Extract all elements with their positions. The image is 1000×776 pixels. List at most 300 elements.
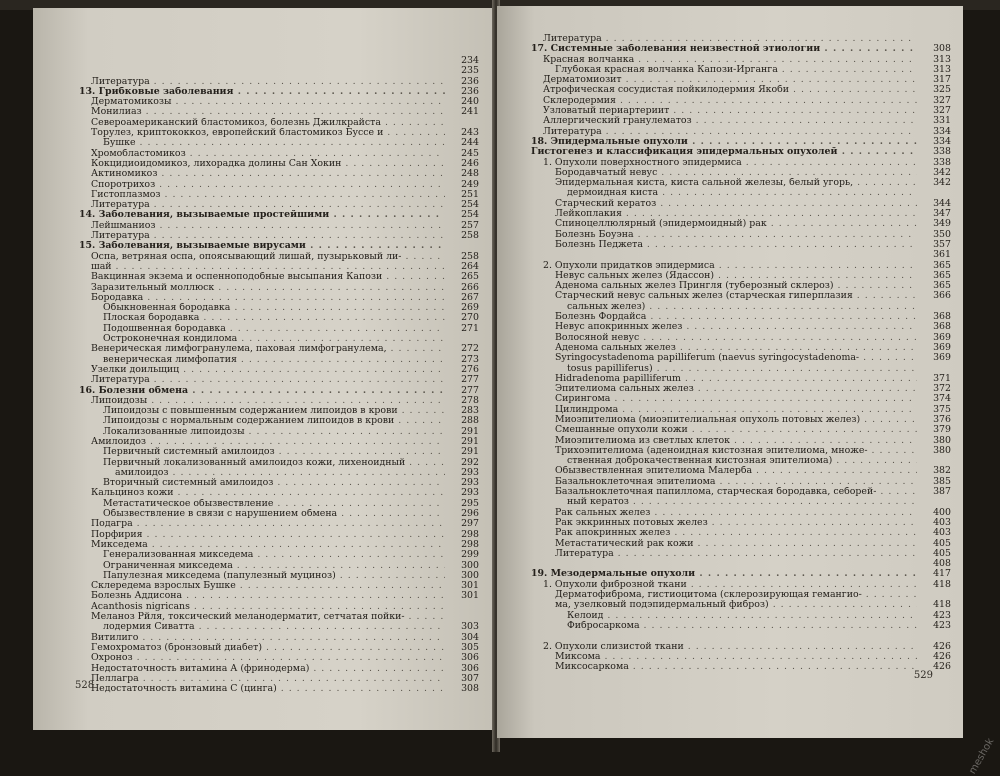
- toc-entry-title: Аденома сальных желез . . .: [555, 343, 917, 353]
- toc-entry: [531, 188, 951, 198]
- toc-entry-title: Узелки доильщиц . . .: [91, 365, 445, 375]
- toc-entry: [531, 106, 951, 116]
- right-page-toc: [531, 34, 951, 672]
- toc-entry-title: Бородавка . . .: [91, 293, 445, 303]
- toc-entry-page: 296: [447, 509, 479, 519]
- toc-entry: [79, 252, 479, 262]
- toc-entry-title: Порфирия . . .: [91, 530, 445, 540]
- toc-entry: [531, 642, 951, 652]
- toc-entry-page: 293: [447, 478, 479, 488]
- toc-entry-title: ственная доброкачественная кистозная эпителиома) . . .: [567, 456, 917, 466]
- toc-entry: [531, 662, 951, 672]
- toc-entry-page: 313: [919, 65, 951, 75]
- toc-entry: [79, 571, 479, 581]
- toc-entry-title: Пеллагра . . .: [91, 674, 445, 684]
- toc-entry-title: Ограниченная микседема . . .: [103, 561, 445, 571]
- toc-entry-title: ный кератоз . . .: [567, 497, 917, 507]
- toc-entry: [531, 291, 951, 301]
- toc-entry-page: 269: [447, 303, 479, 313]
- toc-entry-page: 403: [919, 518, 951, 528]
- toc-entry: [531, 219, 951, 229]
- toc-entry-title: Миксосаркома . . .: [555, 662, 917, 672]
- toc-entry-page: 423: [919, 621, 951, 631]
- toc-entry-title: Гистоплазмоз . . .: [91, 190, 445, 200]
- toc-entry-title: Обызвествленная эпителиома Малерба . . .: [555, 466, 917, 476]
- toc-entry: [79, 684, 479, 694]
- toc-entry-title: Споротрихоз . . .: [91, 180, 445, 190]
- toc-entry-page: 301: [447, 581, 479, 591]
- toc-entry-page: 297: [447, 519, 479, 529]
- toc-entry-page: 258: [447, 252, 479, 262]
- toc-entry-page: 371: [919, 374, 951, 384]
- toc-entry-page: 308: [919, 44, 951, 54]
- toc-entry-title: Трихоэпителиома (аденоидная кистозная эпителиома, множе- . . .: [555, 446, 917, 456]
- toc-entry-page: 304: [447, 633, 479, 643]
- toc-entry-title: Подошвенная бородавка . . .: [103, 324, 445, 334]
- toc-entry-title: Липоидозы с повышенным содержанием липоидов в крови . . .: [103, 406, 445, 416]
- toc-entry-page: 306: [447, 664, 479, 674]
- toc-entry-title: Аденома сальных желез Прингля (туберозный склероз) . . .: [555, 281, 917, 291]
- toc-entry-page: 288: [447, 416, 479, 426]
- toc-entry-page: 423: [919, 611, 951, 621]
- toc-entry-title: Кокцидиоидомикоз, лихорадка долины Сан Хокин . . .: [91, 159, 445, 169]
- toc-entry-title: Монилиаз . . .: [91, 107, 445, 117]
- left-page-toc: [79, 56, 479, 694]
- toc-entry-page: 400: [919, 508, 951, 518]
- toc-entry-page: 313: [919, 55, 951, 65]
- toc-entry-page: 293: [447, 488, 479, 498]
- toc-entry-title: Келоид . . .: [567, 611, 917, 621]
- toc-entry: [531, 168, 951, 178]
- toc-entry: [79, 231, 479, 241]
- toc-entry: [79, 375, 479, 385]
- toc-entry-page: 350: [919, 230, 951, 240]
- toc-entry-page: 334: [919, 127, 951, 137]
- toc-entry-title: Актиномикоз . . .: [91, 169, 445, 179]
- left-page: [33, 8, 495, 730]
- toc-entry-page: 365: [919, 261, 951, 271]
- toc-section-heading: [531, 569, 951, 579]
- toc-entry-page: 246: [447, 159, 479, 169]
- toc-entry-page: 338: [919, 147, 951, 157]
- toc-entry-page: 382: [919, 466, 951, 476]
- toc-entry-page: 368: [919, 312, 951, 322]
- toc-entry: [531, 477, 951, 487]
- toc-entry-page: 338: [919, 158, 951, 168]
- toc-entry: [79, 107, 479, 117]
- toc-entry-title: 2. Опухоли слизистой ткани . . .: [543, 642, 917, 652]
- toc-entry-page: 374: [919, 394, 951, 404]
- toc-entry-title: Рак апокринных желез . . .: [555, 528, 917, 538]
- toc-entry-title: 1. Опухоли фиброзной ткани . . .: [543, 580, 917, 590]
- toc-entry-title: Дерматомикозы . . .: [91, 97, 445, 107]
- toc-entry: [79, 550, 479, 560]
- toc-section-heading: [531, 44, 951, 54]
- toc-entry: [79, 396, 479, 406]
- toc-entry: [79, 602, 479, 612]
- toc-entry: [531, 230, 951, 240]
- toc-entry-title: 1. Опухоли поверхностного эпидермиса . . .: [543, 158, 917, 168]
- toc-entry: [79, 416, 479, 426]
- toc-entry-page: 405: [919, 549, 951, 559]
- toc-entry-title: Дерматомиозит . . .: [543, 75, 917, 85]
- toc-entry-page: 244: [447, 138, 479, 148]
- left-page-number: 528: [75, 680, 94, 691]
- toc-entry: [79, 581, 479, 591]
- toc-entry-page: 241: [447, 107, 479, 117]
- toc-entry-page: 236: [447, 87, 479, 97]
- toc-entry-title: Обыкновенная бородавка . . .: [103, 303, 445, 313]
- toc-entry-page: 375: [919, 405, 951, 415]
- toc-entry-page: 426: [919, 662, 951, 672]
- toc-entry-page: 380: [919, 436, 951, 446]
- toc-entry-page: 277: [447, 375, 479, 385]
- toc-section-heading: [79, 386, 479, 396]
- toc-entry-title: Болезнь Фордайса . . .: [555, 312, 917, 322]
- toc-entry-title: лодермия Сиватта . . .: [103, 622, 445, 632]
- toc-entry-title: Первичный локализованный амилоидоз кожи, лихеноидный . . .: [103, 458, 445, 468]
- toc-entry-page: 283: [447, 406, 479, 416]
- toc-entry: [531, 487, 951, 497]
- right-page: [497, 6, 963, 738]
- toc-entry: [79, 591, 479, 601]
- toc-entry-title: Торулез, криптококкоз, европейский бластомикоз Буссе и . . .: [91, 128, 445, 138]
- toc-entry: [531, 549, 951, 559]
- toc-entry-page: 365: [919, 281, 951, 291]
- toc-entry-title: ма, узелковый подэпидермальный фиброз) . . .: [555, 600, 917, 610]
- toc-entry-page: 306: [447, 653, 479, 663]
- toc-entry-page: 380: [919, 446, 951, 456]
- toc-entry: [531, 456, 951, 466]
- toc-entry-title: Липоидозы . . .: [91, 396, 445, 406]
- toc-entry-title: Липоидозы с нормальным содержанием липоидов в крови . . .: [103, 416, 445, 426]
- toc-entry: [531, 322, 951, 332]
- toc-entry-page: 426: [919, 652, 951, 662]
- toc-entry-title: Оспа, ветряная оспа, опоясывающий лишай, пузырьковый ли- . . .: [91, 252, 445, 262]
- toc-entry-title: амилоидоз . . .: [115, 468, 445, 478]
- toc-entry: [79, 437, 479, 447]
- toc-entry: [531, 178, 951, 188]
- toc-entry: [79, 509, 479, 519]
- toc-entry-title: Вторичный системный амилоидоз . . .: [103, 478, 445, 488]
- toc-entry: [79, 303, 479, 313]
- toc-entry: [531, 559, 951, 569]
- toc-entry-page: 270: [447, 313, 479, 323]
- toc-entry-title: 2. Опухоли придатков эпидермиса . . .: [543, 261, 917, 271]
- toc-entry: [79, 653, 479, 663]
- toc-entry: [79, 406, 479, 416]
- toc-entry-title: Рак сальных желез . . .: [555, 508, 917, 518]
- toc-entry: [79, 272, 479, 282]
- toc-entry-page: 308: [447, 684, 479, 694]
- toc-section-heading: [79, 87, 479, 97]
- toc-entry-title: Обызвествление в связи с нарушением обмена . . .: [103, 509, 445, 519]
- toc-entry: [79, 159, 479, 169]
- toc-entry-title: Литература . . .: [91, 231, 445, 241]
- toc-entry: [531, 199, 951, 209]
- toc-entry: [531, 55, 951, 65]
- toc-entry: [531, 415, 951, 425]
- toc-entry: [531, 65, 951, 75]
- toc-entry-title: 18. Эпидермальные опухоли . . .: [531, 137, 917, 147]
- toc-entry-title: Склеродермия . . .: [543, 96, 917, 106]
- toc-entry: [531, 436, 951, 446]
- toc-entry: [79, 77, 479, 87]
- toc-entry: [531, 271, 951, 281]
- toc-entry-page: 236: [447, 77, 479, 87]
- toc-entry: [531, 333, 951, 343]
- toc-entry-page: 357: [919, 240, 951, 250]
- toc-entry-title: Syringocystadenoma papilliferum (naevus syringocystadenoma- . . .: [555, 353, 917, 363]
- toc-entry-title: 13. Грибковые заболевания . . .: [79, 87, 445, 97]
- toc-entry-page: 300: [447, 561, 479, 571]
- toc-entry-page: 418: [919, 580, 951, 590]
- toc-entry-page: 325: [919, 85, 951, 95]
- toc-entry-title: Литература . . .: [543, 127, 917, 137]
- toc-entry-title: Охроноз . . .: [91, 653, 445, 663]
- toc-entry-title: Микседема . . .: [91, 540, 445, 550]
- toc-entry-title: tosus papilliferus) . . .: [567, 364, 917, 374]
- toc-entry-title: сальных желез) . . .: [567, 302, 917, 312]
- toc-entry: [531, 250, 951, 260]
- toc-entry-title: Дерматофиброма, гистиоцитома (склерозирующая гемангио- . . .: [555, 590, 917, 600]
- toc-entry: [79, 128, 479, 138]
- toc-entry-title: Сирингома . . .: [555, 394, 917, 404]
- toc-entry-title: Смешанные опухоли кожи . . .: [555, 425, 917, 435]
- toc-entry-page: 298: [447, 530, 479, 540]
- toc-entry-title: 15. Заболевания, вызываемые вирусами . . .: [79, 241, 445, 251]
- toc-entry-page: 254: [447, 200, 479, 210]
- toc-entry-title: Венерическая лимфогранулема, паховая лимфогранулема, . . .: [91, 344, 445, 354]
- toc-entry: [531, 85, 951, 95]
- toc-entry-page: 369: [919, 343, 951, 353]
- toc-entry-page: 379: [919, 425, 951, 435]
- toc-entry-page: 307: [447, 674, 479, 684]
- toc-entry-title: Амилоидоз . . .: [91, 437, 445, 447]
- toc-entry-title: Кальциноз кожи . . .: [91, 488, 445, 498]
- toc-entry-title: Цилиндрома . . .: [555, 405, 917, 415]
- toc-entry: [79, 499, 479, 509]
- toc-entry-title: Acanthosis nigricans . . .: [91, 602, 445, 612]
- toc-entry-page: 273: [447, 355, 479, 365]
- toc-entry: [79, 138, 479, 148]
- toc-entry-page: 278: [447, 396, 479, 406]
- toc-entry: [79, 612, 479, 622]
- toc-entry-page: 276: [447, 365, 479, 375]
- toc-entry-page: 265: [447, 272, 479, 282]
- toc-entry-title: Спиноцеллюлярный (эпидермоидный) рак . . .: [555, 219, 917, 229]
- toc-entry: [79, 427, 479, 437]
- toc-entry-page: 366: [919, 291, 951, 301]
- toc-entry-title: Литература . . .: [543, 34, 917, 44]
- toc-entry-page: 385: [919, 477, 951, 487]
- toc-entry-title: Недостаточность витамина С (цинга) . . .: [91, 684, 445, 694]
- toc-entry: [79, 643, 479, 653]
- toc-entry: [79, 262, 479, 272]
- toc-entry: [531, 539, 951, 549]
- toc-section-heading: [79, 210, 479, 220]
- toc-entry-page: 344: [919, 199, 951, 209]
- toc-entry-title: Глубокая красная волчанка Капози-Ирганга . . .: [555, 65, 917, 75]
- toc-entry-title: Локализованные липоидозы . . .: [103, 427, 445, 437]
- toc-entry-page: 403: [919, 528, 951, 538]
- toc-entry-page: 249: [447, 180, 479, 190]
- toc-entry-page: 300: [447, 571, 479, 581]
- toc-entry: [531, 394, 951, 404]
- toc-entry-title: Меланоз Рйля, токсический меланодерматит, сетчатая пойки- . . .: [91, 612, 445, 622]
- toc-entry-page: 368: [919, 322, 951, 332]
- toc-entry: [531, 425, 951, 435]
- toc-entry-page: 243: [447, 128, 479, 138]
- toc-entry-title: Литература . . .: [555, 549, 917, 559]
- toc-entry-title: Плоская бородавка . . .: [103, 313, 445, 323]
- toc-entry: [79, 221, 479, 231]
- toc-entry-title: Первичный системный амилоидоз . . .: [103, 447, 445, 457]
- toc-entry-title: Папулезная микседема (папулезный муциноз) . . .: [103, 571, 445, 581]
- toc-entry: [79, 664, 479, 674]
- toc-entry-page: 387: [919, 487, 951, 497]
- toc-entry: [531, 600, 951, 610]
- toc-entry-page: 327: [919, 96, 951, 106]
- toc-entry: [79, 56, 479, 66]
- toc-entry-title: шай . . .: [91, 262, 445, 272]
- toc-entry: [531, 343, 951, 353]
- toc-entry-title: 19. Мезодермальные опухоли . . .: [531, 569, 917, 579]
- toc-entry: [531, 75, 951, 85]
- toc-entry-page: 349: [919, 219, 951, 229]
- toc-entry-title: Миоэпителиома из светлых клеток . . .: [555, 436, 917, 446]
- toc-entry-page: 291: [447, 447, 479, 457]
- toc-entry: [531, 508, 951, 518]
- toc-entry-title: Невус сальных желез (Ядассон) . . .: [555, 271, 917, 281]
- toc-entry: [79, 519, 479, 529]
- toc-entry: [531, 652, 951, 662]
- toc-entry-title: Североамериканский бластомикоз, болезнь Джилкрайста . . .: [91, 118, 445, 128]
- toc-entry-page: 258: [447, 231, 479, 241]
- toc-entry: [79, 478, 479, 488]
- toc-entry: [531, 127, 951, 137]
- toc-entry: [531, 209, 951, 219]
- toc-entry-title: Витилиго . . .: [91, 633, 445, 643]
- toc-entry-title: Эпителиома сальных желез . . .: [555, 384, 917, 394]
- toc-entry-page: 417: [919, 569, 951, 579]
- toc-entry-title: Бородавчатый невус . . .: [555, 168, 917, 178]
- toc-entry: [79, 458, 479, 468]
- toc-entry-title: Метастатическое обызвествление . . .: [103, 499, 445, 509]
- toc-entry-page: 369: [919, 333, 951, 343]
- toc-entry-page: 365: [919, 271, 951, 281]
- toc-entry-title: Красная волчанка . . .: [543, 55, 917, 65]
- toc-entry-title: Хромобластомикоз . . .: [91, 149, 445, 159]
- toc-entry-page: 267: [447, 293, 479, 303]
- toc-entry-page: 264: [447, 262, 479, 272]
- toc-entry-title: Атрофическая сосудистая пойкилодермия Якоби . . .: [543, 85, 917, 95]
- toc-entry-page: 240: [447, 97, 479, 107]
- toc-entry: [531, 240, 951, 250]
- toc-entry-title: Болезнь Боуэна . . .: [555, 230, 917, 240]
- toc-entry-title: Болезнь Педжета . . .: [555, 240, 917, 250]
- toc-entry-title: Волосяной невус . . .: [555, 333, 917, 343]
- toc-entry-title: Литература . . .: [91, 200, 445, 210]
- toc-entry-title: Болезнь Аддисона . . .: [91, 591, 445, 601]
- toc-entry: [531, 611, 951, 621]
- toc-entry-page: 271: [447, 324, 479, 334]
- toc-entry-page: 305: [447, 643, 479, 653]
- toc-entry: [531, 96, 951, 106]
- toc-entry-page: 291: [447, 437, 479, 447]
- toc-entry-title: Миксома . . .: [555, 652, 917, 662]
- toc-entry: [79, 118, 479, 128]
- toc-entry-page: 266: [447, 283, 479, 293]
- toc-entry-title: Миоэпителиома (миоэпителиальная опухоль потовых желез) . . .: [555, 415, 917, 425]
- toc-entry-title: Аллергический гранулематоз . . .: [543, 116, 917, 126]
- toc-entry: [79, 447, 479, 457]
- toc-entry-title: Подагра . . .: [91, 519, 445, 529]
- toc-entry: [531, 374, 951, 384]
- toc-entry: [79, 66, 479, 76]
- toc-entry: [79, 334, 479, 344]
- toc-entry: [531, 590, 951, 600]
- toc-entry-title: Генерализованная микседема . . .: [103, 550, 445, 560]
- toc-entry: [79, 180, 479, 190]
- toc-entry-title: Склередема взрослых Бушке . . .: [91, 581, 445, 591]
- toc-entry-title: 16. Болезни обмена . . .: [79, 386, 445, 396]
- toc-entry: [531, 446, 951, 456]
- toc-entry: [531, 405, 951, 415]
- toc-entry-title: дермоидная киста . . .: [567, 188, 917, 198]
- toc-entry: [79, 344, 479, 354]
- toc-entry: [79, 283, 479, 293]
- toc-entry-title: Метастатический рак кожи . . .: [555, 539, 917, 549]
- toc-entry: [79, 190, 479, 200]
- toc-entry-page: 295: [447, 499, 479, 509]
- toc-entry-page: 369: [919, 353, 951, 363]
- toc-entry: [531, 528, 951, 538]
- toc-entry: [531, 116, 951, 126]
- toc-entry-title: Гистогенез и классификация эпидермальных опухолей . . .: [531, 147, 917, 157]
- toc-entry-page: 245: [447, 149, 479, 159]
- toc-entry-title: Узловатый периартериит . . .: [543, 106, 917, 116]
- toc-entry: [79, 540, 479, 550]
- toc-entry-page: 334: [919, 137, 951, 147]
- toc-entry-title: Базальноклеточная эпителиома . . .: [555, 477, 917, 487]
- toc-entry: [79, 169, 479, 179]
- toc-entry: [531, 518, 951, 528]
- toc-entry-title: Остроконечная кондилома . . .: [103, 334, 445, 344]
- toc-entry-page: 254: [447, 210, 479, 220]
- toc-entry: [79, 149, 479, 159]
- toc-entry: [79, 293, 479, 303]
- toc-entry-page: 299: [447, 550, 479, 560]
- toc-entry-title: Бушке . . .: [103, 138, 445, 148]
- toc-entry-page: 291: [447, 427, 479, 437]
- toc-entry-page: 277: [447, 386, 479, 396]
- toc-entry-page: 408: [919, 559, 951, 569]
- toc-entry: [531, 34, 951, 44]
- toc-entry: [531, 580, 951, 590]
- toc-entry: [79, 468, 479, 478]
- toc-entry-title: Заразительный моллюск . . .: [91, 283, 445, 293]
- toc-entry-page: 293: [447, 468, 479, 478]
- toc-entry: [79, 313, 479, 323]
- toc-entry-page: 327: [919, 106, 951, 116]
- toc-entry-page: 418: [919, 600, 951, 610]
- toc-entry-page: 301: [447, 591, 479, 601]
- watermark: meshok: [967, 737, 996, 776]
- toc-section-heading: [531, 147, 951, 157]
- toc-entry-page: 248: [447, 169, 479, 179]
- toc-entry-page: 342: [919, 168, 951, 178]
